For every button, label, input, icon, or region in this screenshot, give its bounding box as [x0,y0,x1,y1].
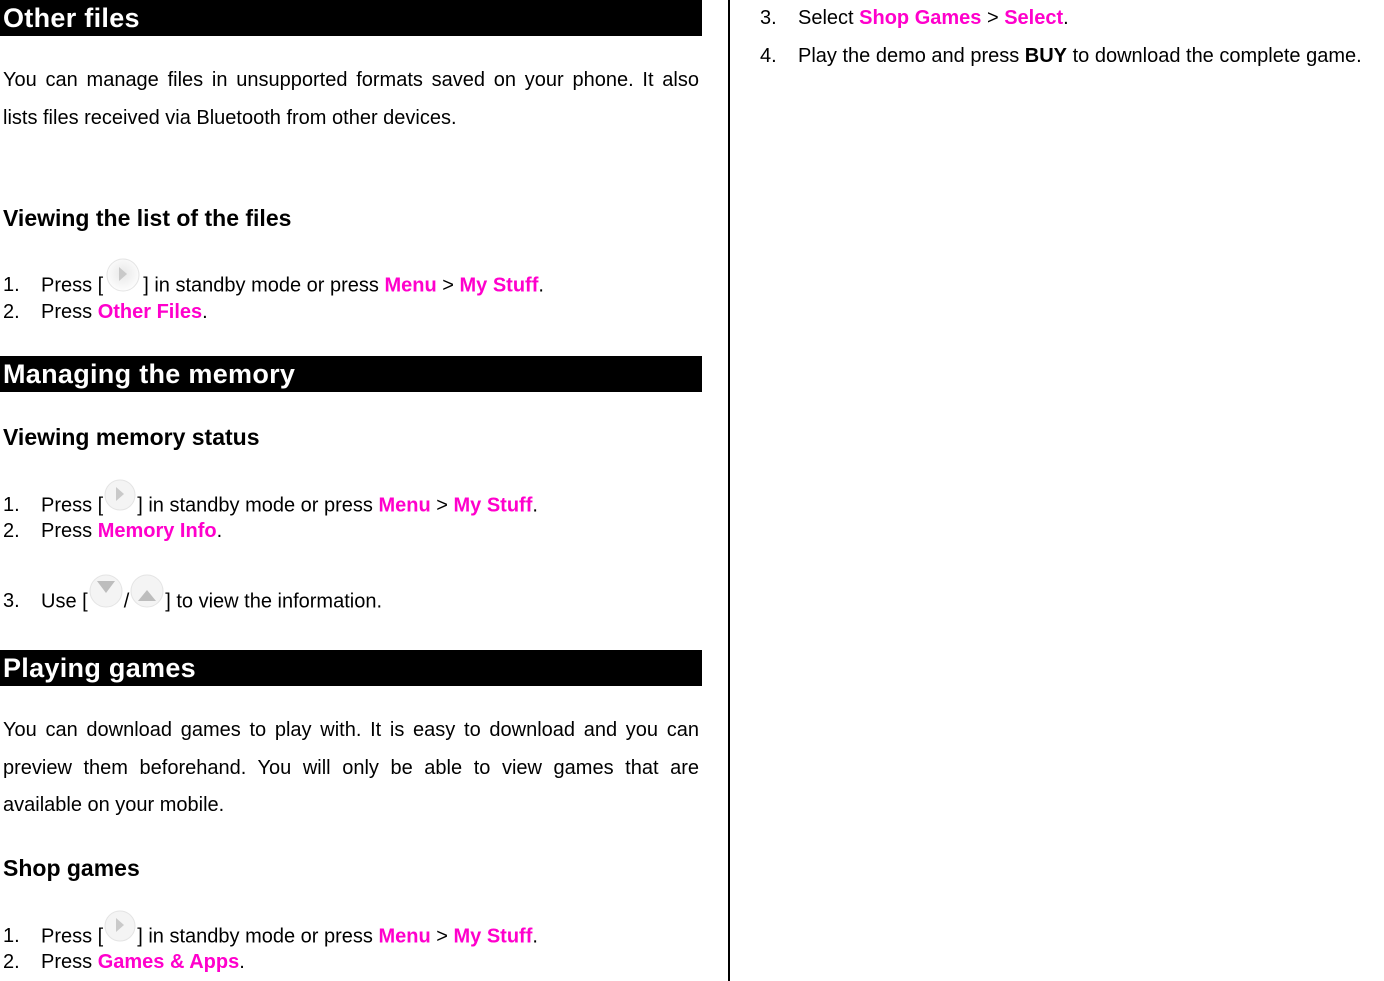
subheading-viewing-files: Viewing the list of the files [3,205,292,231]
section-bar-other-files [0,0,702,36]
nav-up-icon [129,573,165,619]
subheading-memory-status: Viewing memory status [3,424,260,450]
step-item: 3. Use [ / ] to view the information. [3,579,382,611]
step-item: 1. Press [ ] in standby mode or press Menu > My Stuff. [3,484,538,516]
step-item: 1. Press [ ] in standby mode or press Menu > My Stuff. [3,264,544,296]
step-item: 4. Play the demo and press BUY to download the complete game. [760,45,1362,67]
section-title: Other files [3,3,140,33]
section-bar-memory [0,356,702,392]
other-files-intro: You can manage files in unsupported formats saved on your phone. It also lists files received via Bluetooth from other devices. [3,69,699,129]
step-item: 2. Press Games & Apps. [3,951,245,973]
step-item: 2. Press Memory Info. [3,520,223,542]
games-intro: You can download games to play with. It is easy to download and you can preview them beforehand. You will only be able to view games that are available on your mobile. [3,719,699,816]
section-bar-games [0,650,702,686]
section-title: Playing games [3,653,196,683]
right-column [760,0,1384,981]
column-divider [728,0,730,981]
section-title: Managing the memory [3,359,296,389]
step-item: 3. Select Shop Games > Select. [760,7,1069,29]
step-item: 2. Press Other Files. [3,301,208,323]
subheading-shop-games: Shop games [3,855,140,881]
step-item: 1. Press [ ] in standby mode or press Menu > My Stuff. [3,915,538,947]
nav-down-icon [88,573,124,619]
